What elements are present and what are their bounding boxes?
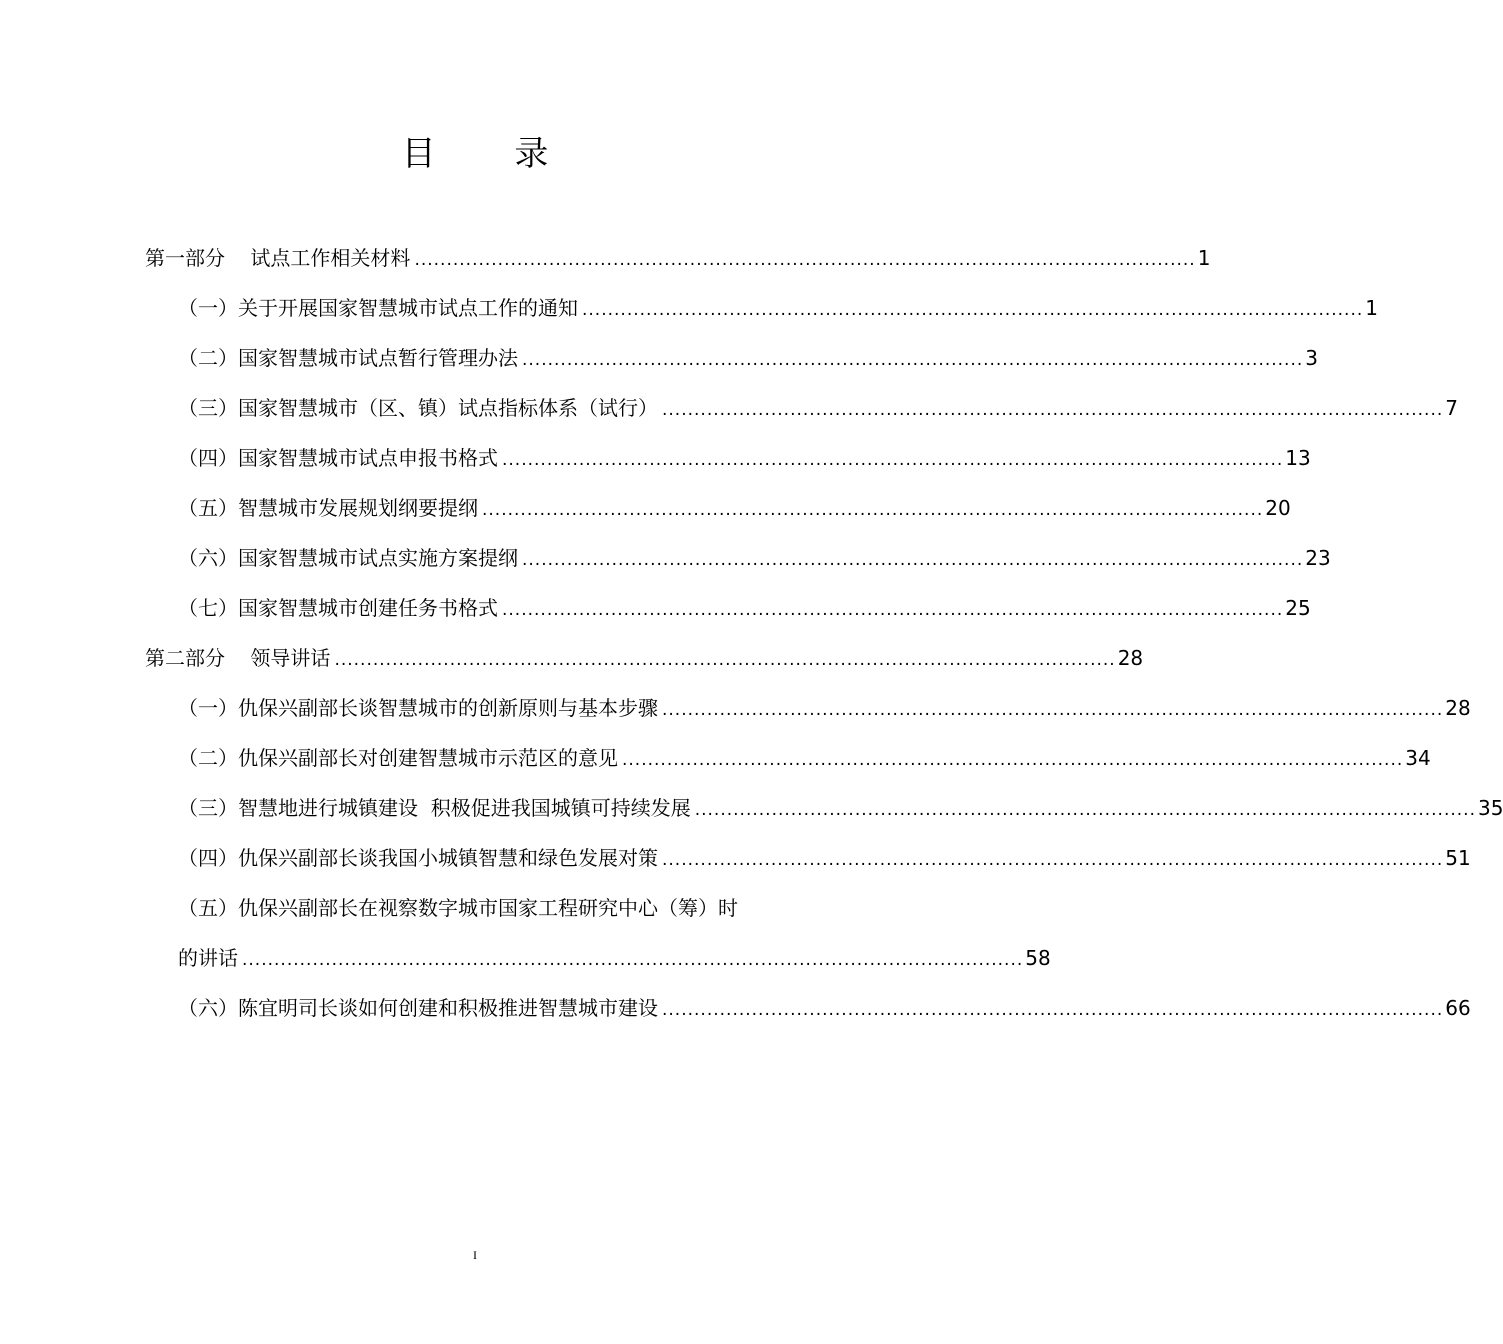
toc-page-number: 66	[1445, 996, 1471, 1020]
toc-page-number: 23	[1305, 546, 1331, 570]
toc-leader-dots: ..........................................................................................................................	[522, 350, 1304, 370]
toc-label: 第二部分 领导讲话	[145, 646, 331, 670]
toc-leader-dots: ..........................................................................................................................	[334, 650, 1116, 670]
toc-page-number: 28	[1117, 646, 1144, 670]
toc-page-number: 35	[1477, 796, 1503, 820]
toc-page-number: 51	[1445, 846, 1471, 870]
toc-page-number: 13	[1285, 446, 1311, 470]
toc-item-2-6[interactable]	[178, 983, 1471, 1033]
toc-item-2-5-line-1[interactable]: （五）仇保兴副部长在视察数字城市国家工程研究中心（筹）时	[178, 896, 738, 920]
toc-page-number: 25	[1285, 596, 1311, 620]
toc-label: （三）智慧地进行城镇建设 积极促进我国城镇可持续发展	[178, 796, 691, 820]
toc-item-1-2[interactable]	[178, 333, 1318, 383]
toc-leader-dots: ..........................................................................................................................	[622, 750, 1404, 770]
toc-label: （一）仇保兴副部长谈智慧城市的创新原则与基本步骤	[178, 696, 658, 720]
toc-page-number: 1	[1365, 296, 1378, 320]
toc-leader-dots: ..........................................................................................................................	[662, 700, 1444, 720]
toc-leader-dots: ..........................................................................................................................	[502, 450, 1284, 470]
toc-label: （二）国家智慧城市试点暂行管理办法	[178, 346, 518, 370]
footer-page-number: I	[473, 1248, 477, 1262]
toc-page-number: 1	[1197, 246, 1211, 270]
toc-label: （二）仇保兴副部长对创建智慧城市示范区的意见	[178, 746, 618, 770]
toc-leader-dots: ..........................................................................................................................	[414, 250, 1196, 270]
toc-leader-dots: ..........................................................................................................................	[662, 850, 1444, 870]
toc-leader-dots: ..........................................................................................................................	[582, 300, 1364, 320]
toc-leader-dots: ..........................................................................................................................	[694, 800, 1476, 820]
toc-page-number: 58	[1025, 946, 1051, 970]
toc-leader-dots: ..........................................................................................................................	[242, 950, 1024, 970]
toc-label: 第一部分 试点工作相关材料	[145, 246, 411, 270]
toc-page-number: 34	[1405, 746, 1431, 770]
toc-item-1-5[interactable]	[178, 483, 1291, 533]
toc-item-1-4[interactable]	[178, 433, 1311, 483]
toc-part-2[interactable]	[145, 633, 1144, 683]
toc-page-number: 28	[1445, 696, 1471, 720]
toc-label: （四）国家智慧城市试点申报书格式	[178, 446, 498, 470]
toc-label: （一）关于开展国家智慧城市试点工作的通知	[178, 296, 578, 320]
toc-item-2-3[interactable]	[178, 783, 1503, 833]
toc-label: （三）国家智慧城市（区、镇）试点指标体系（试行）	[178, 396, 658, 420]
toc-leader-dots: ..........................................................................................................................	[502, 600, 1284, 620]
toc-label: （六）国家智慧城市试点实施方案提纲	[178, 546, 518, 570]
toc-item-2-2[interactable]	[178, 733, 1431, 783]
toc-item-1-3[interactable]	[178, 383, 1458, 433]
toc-item-2-1[interactable]	[178, 683, 1471, 733]
toc-item-1-1[interactable]	[178, 283, 1378, 333]
toc-label: （四）仇保兴副部长谈我国小城镇智慧和绿色发展对策	[178, 846, 658, 870]
toc-page-number: 20	[1265, 496, 1291, 520]
toc-leader-dots: ..........................................................................................................................	[662, 400, 1444, 420]
toc-item-1-6[interactable]	[178, 533, 1331, 583]
toc-label: （六）陈宜明司长谈如何创建和积极推进智慧城市建设	[178, 996, 658, 1020]
page-title: 目 录	[401, 134, 583, 174]
toc-page-number: 7	[1445, 396, 1458, 420]
toc-item-1-7[interactable]	[178, 583, 1311, 633]
toc-leader-dots: ..........................................................................................................................	[482, 500, 1264, 520]
toc-label: （七）国家智慧城市创建任务书格式	[178, 596, 498, 620]
toc-item-2-4[interactable]	[178, 833, 1471, 883]
toc-page-number: 3	[1305, 346, 1318, 370]
toc-item-2-5[interactable]	[178, 933, 1051, 983]
toc-label: （五）智慧城市发展规划纲要提纲	[178, 496, 478, 520]
toc-label-continuation: 的讲话	[178, 946, 238, 970]
toc-leader-dots: ..........................................................................................................................	[662, 1000, 1444, 1020]
toc-leader-dots: ..........................................................................................................................	[522, 550, 1304, 570]
toc-part-1[interactable]	[145, 233, 1211, 283]
